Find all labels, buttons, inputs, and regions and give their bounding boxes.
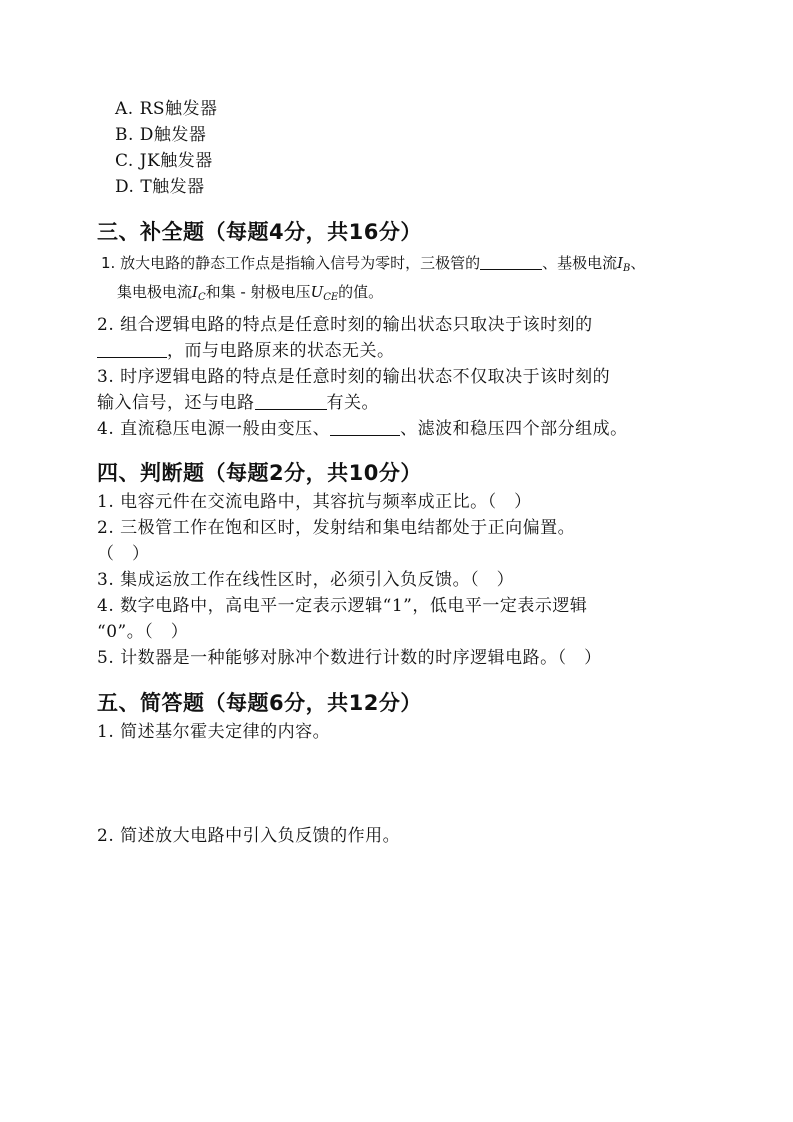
q1-text-part6: 的值。	[338, 283, 384, 301]
section-4-q2-line1: 2. 三极管工作在饱和区时，发射结和集电结都处于正向偏置。	[97, 518, 576, 538]
symbol-uce: $U_{CE}$	[310, 283, 339, 303]
symbol-ic: $I_C$	[192, 283, 206, 303]
q1-text-part2: 、基极电流	[542, 254, 618, 272]
section-5-title: 五、简答题（每题6分，共12分）	[97, 691, 422, 715]
q2-text: ，而与电路原来的状态无关。	[167, 341, 395, 361]
section-4-title: 四、判断题（每题2分，共10分）	[97, 461, 422, 485]
q3-text-b: 有关。	[326, 393, 379, 413]
section-4-q1: 1. 电容元件在交流电路中，其容抗与频率成正比。（ ）	[97, 492, 532, 512]
option-d: D. T触发器	[115, 177, 205, 197]
section-3-q2-line2	[97, 339, 395, 363]
q3-text-a: 输入信号，还与电路	[97, 393, 255, 413]
q4-text-b: 、滤波和稳压四个部分组成。	[400, 419, 628, 439]
section-4-q2-line2: （ ）	[97, 544, 150, 564]
section-3-q3-line1: 3. 时序逻辑电路的特点是任意时刻的输出状态不仅取决于该时刻的	[97, 367, 611, 387]
answer-blank	[480, 253, 542, 270]
q4-text-a: 4. 直流稳压电源一般由变压、	[97, 419, 331, 439]
section-3-q2-line1: 2. 组合逻辑电路的特点是任意时刻的输出状态只取决于该时刻的	[97, 315, 593, 335]
symbol-ib: $I_B$	[617, 254, 631, 274]
section-3-q4	[97, 417, 628, 441]
section-4-q3: 3. 集成运放工作在线性区时，必须引入负反馈。（ ）	[97, 570, 515, 590]
answer-blank	[255, 393, 327, 410]
section-3-q1-line2	[117, 280, 383, 310]
q1-text-part1: 1. 放大电路的静态工作点是指输入信号为零时，三极管的	[101, 254, 481, 272]
section-3-title: 三、补全题（每题4分，共16分）	[97, 220, 422, 244]
q1-text-part4: 集电极电流	[117, 283, 193, 301]
section-5-q2: 2. 简述放大电路中引入负反馈的作用。	[97, 826, 401, 846]
option-b: B. D触发器	[115, 125, 207, 145]
section-4-q4-line1: 4. 数字电路中，高电平一定表示逻辑“1”，低电平一定表示逻辑	[97, 596, 588, 616]
section-3-q1-line1	[101, 251, 645, 281]
option-a: A. RS触发器	[115, 99, 218, 119]
answer-blank	[97, 341, 167, 358]
answer-blank	[330, 419, 400, 436]
section-4-q5: 5. 计数器是一种能够对脉冲个数进行计数的时序逻辑电路。（ ）	[97, 648, 602, 668]
section-4-q4-line2: “0”。（ ）	[97, 622, 189, 642]
section-5-q1: 1. 简述基尔霍夫定律的内容。	[97, 722, 331, 742]
q1-text-part3: 、	[630, 254, 646, 272]
section-3-q3-line2	[97, 391, 379, 415]
q1-text-part5: 和集 - 射极电压	[205, 283, 311, 301]
option-c: C. JK触发器	[115, 151, 213, 171]
